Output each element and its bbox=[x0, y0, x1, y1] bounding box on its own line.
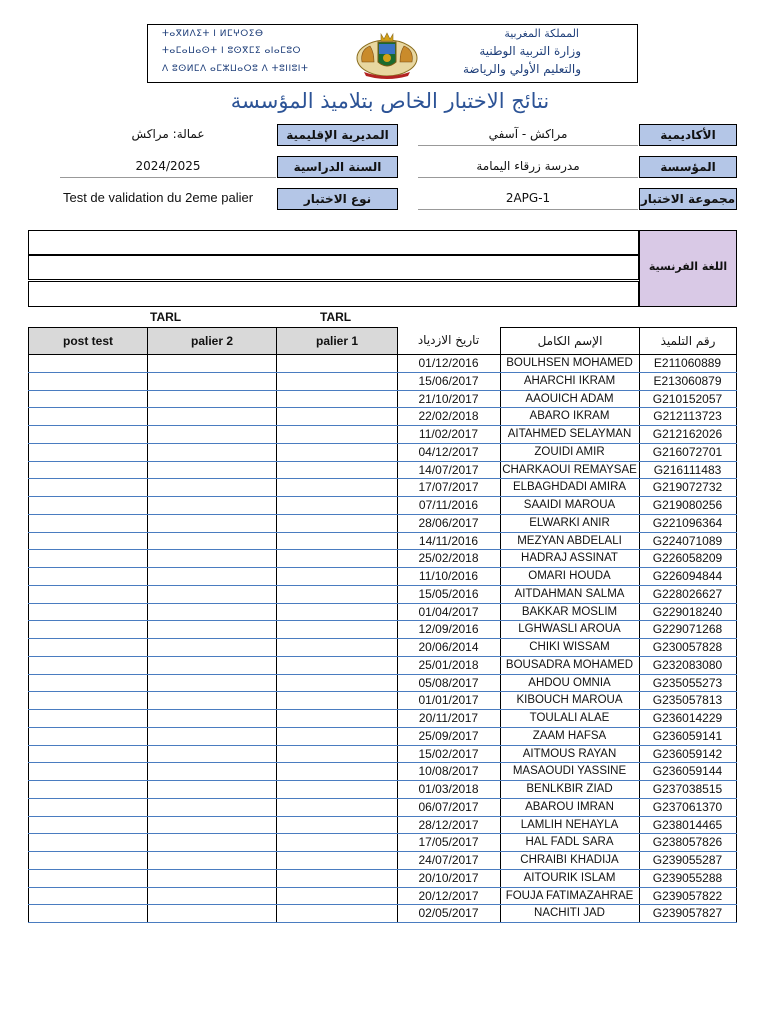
table-row bbox=[28, 834, 737, 852]
student-id-cell: G237061370 bbox=[639, 799, 737, 816]
table-row bbox=[28, 728, 737, 746]
tifinagh-line-2: ⵜⴰⵎⴰⵡⴰⵙⵜ ⵏ ⵓⵙⴳⵎⵉ ⴰⵏⴰⵎⵓⵔ bbox=[162, 46, 302, 56]
palier-1-cell[interactable] bbox=[276, 639, 398, 656]
palier-2-cell[interactable] bbox=[147, 888, 277, 905]
table-row bbox=[28, 639, 737, 657]
full-name-cell: MEZYAN ABDELALI bbox=[500, 533, 640, 550]
post-test-cell[interactable] bbox=[28, 586, 148, 603]
subject-label: اللغة الفرنسية bbox=[648, 260, 728, 273]
post-test-cell[interactable] bbox=[28, 515, 148, 532]
palier-2-cell[interactable] bbox=[147, 462, 277, 479]
student-id-cell: G235055273 bbox=[639, 675, 737, 692]
table-row bbox=[28, 586, 737, 604]
birth-date-cell: 15/02/2017 bbox=[397, 746, 501, 763]
table-row bbox=[28, 426, 737, 444]
ministry-name: وزارة التربية الوطنية bbox=[479, 44, 581, 58]
directorate-label: المديرية الإقليمية bbox=[277, 124, 398, 146]
birth-date-cell: 04/12/2017 bbox=[397, 444, 501, 461]
palier-1-cell[interactable] bbox=[276, 799, 398, 816]
full-name-cell: CHARKAOUI REMAYSAE bbox=[500, 462, 640, 479]
full-name-cell: HAL FADL SARA bbox=[500, 834, 640, 851]
full-name-cell: ZAAM HAFSA bbox=[500, 728, 640, 745]
col-header-full-name: الإسم الكامل bbox=[500, 327, 640, 355]
full-name-cell: ABAROU IMRAN bbox=[500, 799, 640, 816]
palier-2-cell[interactable] bbox=[147, 426, 277, 443]
post-test-cell[interactable] bbox=[28, 355, 148, 372]
palier-2-cell[interactable] bbox=[147, 870, 277, 887]
palier-1-cell[interactable] bbox=[276, 355, 398, 372]
birth-date-cell: 15/06/2017 bbox=[397, 373, 501, 390]
post-test-cell[interactable] bbox=[28, 497, 148, 514]
full-name-cell: AAOUICH ADAM bbox=[500, 391, 640, 408]
palier-2-cell[interactable] bbox=[147, 799, 277, 816]
table-row bbox=[28, 888, 737, 906]
full-name-cell: LGHWASLI AROUA bbox=[500, 621, 640, 638]
full-name-cell: LAMLIH NEHAYLA bbox=[500, 817, 640, 834]
post-test-cell[interactable] bbox=[28, 710, 148, 727]
table-row bbox=[28, 497, 737, 515]
post-test-cell[interactable] bbox=[28, 817, 148, 834]
table-row bbox=[28, 657, 737, 675]
palier-1-cell[interactable] bbox=[276, 834, 398, 851]
post-test-cell[interactable] bbox=[28, 391, 148, 408]
tarl-label-1: TARL bbox=[150, 310, 182, 324]
palier-2-cell[interactable] bbox=[147, 852, 277, 869]
full-name-cell: BAKKAR MOSLIM bbox=[500, 604, 640, 621]
tarl-label-2: TARL bbox=[320, 310, 352, 324]
student-id-cell: G216111483 bbox=[639, 462, 737, 479]
post-test-cell[interactable] bbox=[28, 462, 148, 479]
student-id-cell: E213060879 bbox=[639, 373, 737, 390]
palier-2-cell[interactable] bbox=[147, 355, 277, 372]
palier-1-cell[interactable] bbox=[276, 675, 398, 692]
ministry-name-line-2: والتعليم الأولي والرياضة bbox=[462, 62, 581, 76]
birth-date-cell: 21/10/2017 bbox=[397, 391, 501, 408]
post-test-cell[interactable] bbox=[28, 905, 148, 922]
post-test-cell[interactable] bbox=[28, 799, 148, 816]
full-name-cell: BOULHSEN MOHAMED bbox=[500, 355, 640, 372]
table-row bbox=[28, 799, 737, 817]
palier-1-cell[interactable] bbox=[276, 692, 398, 709]
post-test-cell[interactable] bbox=[28, 408, 148, 425]
student-id-cell: G216072701 bbox=[639, 444, 737, 461]
birth-date-cell: 20/11/2017 bbox=[397, 710, 501, 727]
student-id-cell: G236059144 bbox=[639, 763, 737, 780]
school-underline bbox=[418, 177, 638, 178]
subject-grid bbox=[28, 230, 737, 307]
school-label: المؤسسة bbox=[639, 156, 737, 178]
full-name-cell: AITMOUS RAYAN bbox=[500, 746, 640, 763]
birth-date-cell: 25/02/2018 bbox=[397, 550, 501, 567]
palier-1-cell[interactable] bbox=[276, 852, 398, 869]
palier-2-cell[interactable] bbox=[147, 692, 277, 709]
student-id-cell: G212162026 bbox=[639, 426, 737, 443]
palier-1-cell[interactable] bbox=[276, 905, 398, 922]
full-name-cell: ELWARKI ANIR bbox=[500, 515, 640, 532]
col-header-palier-1: palier 1 bbox=[276, 327, 398, 355]
test-group-underline bbox=[418, 209, 638, 210]
birth-date-cell: 14/07/2017 bbox=[397, 462, 501, 479]
student-id-cell: G226094844 bbox=[639, 568, 737, 585]
palier-1-cell[interactable] bbox=[276, 408, 398, 425]
palier-1-cell[interactable] bbox=[276, 497, 398, 514]
full-name-cell: CHRAIBI KHADIJA bbox=[500, 852, 640, 869]
post-test-cell[interactable] bbox=[28, 426, 148, 443]
palier-2-cell[interactable] bbox=[147, 497, 277, 514]
palier-1-cell[interactable] bbox=[276, 426, 398, 443]
palier-2-cell[interactable] bbox=[147, 586, 277, 603]
birth-date-cell: 10/08/2017 bbox=[397, 763, 501, 780]
palier-1-cell[interactable] bbox=[276, 746, 398, 763]
birth-date-cell: 07/11/2016 bbox=[397, 497, 501, 514]
post-test-cell[interactable] bbox=[28, 728, 148, 745]
palier-2-cell[interactable] bbox=[147, 834, 277, 851]
full-name-cell: ZOUIDI AMIR bbox=[500, 444, 640, 461]
palier-1-cell[interactable] bbox=[276, 462, 398, 479]
subject-row-1 bbox=[28, 230, 639, 255]
table-row bbox=[28, 604, 737, 622]
table-row bbox=[28, 870, 737, 888]
table-row bbox=[28, 550, 737, 568]
col-header-birth-date: تاريخ الازدياد bbox=[397, 327, 501, 355]
year-underline bbox=[60, 177, 276, 178]
student-id-cell: G237038515 bbox=[639, 781, 737, 798]
palier-1-cell[interactable] bbox=[276, 657, 398, 674]
palier-2-cell[interactable] bbox=[147, 533, 277, 550]
birth-date-cell: 28/06/2017 bbox=[397, 515, 501, 532]
birth-date-cell: 05/08/2017 bbox=[397, 675, 501, 692]
year-label: السنة الدراسية bbox=[277, 156, 398, 178]
birth-date-cell: 24/07/2017 bbox=[397, 852, 501, 869]
table-row bbox=[28, 621, 737, 639]
birth-date-cell: 22/02/2018 bbox=[397, 408, 501, 425]
palier-2-cell[interactable] bbox=[147, 479, 277, 496]
palier-2-cell[interactable] bbox=[147, 373, 277, 390]
col-header-student-id: رقم التلميذ bbox=[639, 327, 737, 355]
table-row bbox=[28, 692, 737, 710]
palier-1-cell[interactable] bbox=[276, 550, 398, 567]
palier-2-cell[interactable] bbox=[147, 515, 277, 532]
student-id-cell: G229018240 bbox=[639, 604, 737, 621]
palier-2-cell[interactable] bbox=[147, 905, 277, 922]
palier-2-cell[interactable] bbox=[147, 391, 277, 408]
table-row bbox=[28, 746, 737, 764]
student-id-cell: G210152057 bbox=[639, 391, 737, 408]
post-test-cell[interactable] bbox=[28, 657, 148, 674]
post-test-cell[interactable] bbox=[28, 763, 148, 780]
birth-date-cell: 20/10/2017 bbox=[397, 870, 501, 887]
test-type-value: Test de validation du 2eme palier bbox=[62, 190, 254, 205]
test-group-label: مجموعة الاختبار bbox=[639, 188, 737, 210]
student-id-cell: G239055287 bbox=[639, 852, 737, 869]
tifinagh-line-3: ⴷ ⵓⵙⵍⵎⴷ ⴰⵎⵣⵡⴰⵔⵓ ⴷ ⵜⵓⵏⵏⵓⵏⵜ bbox=[162, 64, 309, 74]
col-header-post-test: post test bbox=[28, 327, 148, 355]
full-name-cell: KIBOUCH MAROUA bbox=[500, 692, 640, 709]
table-row bbox=[28, 462, 737, 480]
student-id-cell: G232083080 bbox=[639, 657, 737, 674]
palier-2-cell[interactable] bbox=[147, 728, 277, 745]
palier-2-cell[interactable] bbox=[147, 604, 277, 621]
palier-2-cell[interactable] bbox=[147, 763, 277, 780]
birth-date-cell: 02/05/2017 bbox=[397, 905, 501, 922]
birth-date-cell: 17/05/2017 bbox=[397, 834, 501, 851]
page-title: نتائج الاختبار الخاص بتلاميذ المؤسسة bbox=[230, 89, 550, 113]
table-row bbox=[28, 515, 737, 533]
student-id-cell: G238057826 bbox=[639, 834, 737, 851]
full-name-cell: BENLKBIR ZIAD bbox=[500, 781, 640, 798]
kingdom-name: المملكة المغربية bbox=[504, 27, 579, 40]
palier-1-cell[interactable] bbox=[276, 710, 398, 727]
student-id-cell: G239055288 bbox=[639, 870, 737, 887]
palier-2-cell[interactable] bbox=[147, 657, 277, 674]
student-id-cell: G230057828 bbox=[639, 639, 737, 656]
year-value: 2024/2025 bbox=[135, 159, 201, 173]
full-name-cell: BOUSADRA MOHAMED bbox=[500, 657, 640, 674]
post-test-cell[interactable] bbox=[28, 888, 148, 905]
birth-date-cell: 25/09/2017 bbox=[397, 728, 501, 745]
palier-2-cell[interactable] bbox=[147, 408, 277, 425]
students-table bbox=[28, 355, 737, 923]
post-test-cell[interactable] bbox=[28, 692, 148, 709]
student-id-cell: G239057822 bbox=[639, 888, 737, 905]
palier-2-cell[interactable] bbox=[147, 444, 277, 461]
table-row bbox=[28, 373, 737, 391]
full-name-cell: MASAOUDI YASSINE bbox=[500, 763, 640, 780]
student-id-cell: G236014229 bbox=[639, 710, 737, 727]
palier-2-cell[interactable] bbox=[147, 639, 277, 656]
table-row bbox=[28, 408, 737, 426]
palier-1-cell[interactable] bbox=[276, 515, 398, 532]
post-test-cell[interactable] bbox=[28, 479, 148, 496]
post-test-cell[interactable] bbox=[28, 568, 148, 585]
birth-date-cell: 06/07/2017 bbox=[397, 799, 501, 816]
palier-1-cell[interactable] bbox=[276, 604, 398, 621]
student-id-cell: G235057813 bbox=[639, 692, 737, 709]
student-id-cell: G212113723 bbox=[639, 408, 737, 425]
palier-2-cell[interactable] bbox=[147, 568, 277, 585]
full-name-cell: CHIKI WISSAM bbox=[500, 639, 640, 656]
student-id-cell: G224071089 bbox=[639, 533, 737, 550]
palier-1-cell[interactable] bbox=[276, 621, 398, 638]
palier-2-cell[interactable] bbox=[147, 746, 277, 763]
palier-1-cell[interactable] bbox=[276, 781, 398, 798]
school-value: مدرسة زرقاء اليمامة bbox=[476, 159, 580, 173]
student-id-cell: E211060889 bbox=[639, 355, 737, 372]
birth-date-cell: 20/06/2014 bbox=[397, 639, 501, 656]
post-test-cell[interactable] bbox=[28, 444, 148, 461]
post-test-cell[interactable] bbox=[28, 852, 148, 869]
post-test-cell[interactable] bbox=[28, 550, 148, 567]
moroccan-coat-of-arms-icon bbox=[354, 28, 420, 80]
birth-date-cell: 28/12/2017 bbox=[397, 817, 501, 834]
birth-date-cell: 01/04/2017 bbox=[397, 604, 501, 621]
test-group-value: 2APG-1 bbox=[505, 191, 551, 205]
full-name-cell: AITDAHMAN SALMA bbox=[500, 586, 640, 603]
subject-label-cell bbox=[639, 230, 737, 307]
table-row bbox=[28, 817, 737, 835]
palier-1-cell[interactable] bbox=[276, 391, 398, 408]
table-row bbox=[28, 533, 737, 551]
birth-date-cell: 11/02/2017 bbox=[397, 426, 501, 443]
full-name-cell: ELBAGHDADI AMIRA bbox=[500, 479, 640, 496]
table-row bbox=[28, 391, 737, 409]
palier-1-cell[interactable] bbox=[276, 568, 398, 585]
birth-date-cell: 01/12/2016 bbox=[397, 355, 501, 372]
test-type-label: نوع الاختبار bbox=[277, 188, 398, 210]
birth-date-cell: 15/05/2016 bbox=[397, 586, 501, 603]
full-name-cell: FOUJA FATIMAZAHRAE bbox=[500, 888, 640, 905]
ministry-header bbox=[147, 24, 638, 83]
palier-2-cell[interactable] bbox=[147, 550, 277, 567]
full-name-cell: AHARCHI IKRAM bbox=[500, 373, 640, 390]
palier-1-cell[interactable] bbox=[276, 817, 398, 834]
palier-1-cell[interactable] bbox=[276, 479, 398, 496]
subject-row-3 bbox=[28, 281, 639, 307]
student-id-cell: G228026627 bbox=[639, 586, 737, 603]
table-row bbox=[28, 444, 737, 462]
post-test-cell[interactable] bbox=[28, 604, 148, 621]
student-id-cell: G219072732 bbox=[639, 479, 737, 496]
student-id-cell: G219080256 bbox=[639, 497, 737, 514]
table-row bbox=[28, 675, 737, 693]
post-test-cell[interactable] bbox=[28, 870, 148, 887]
full-name-cell: TOULALI ALAE bbox=[500, 710, 640, 727]
full-name-cell: NACHITI JAD bbox=[500, 905, 640, 922]
academy-label: الأكاديمية bbox=[639, 124, 737, 146]
table-row bbox=[28, 479, 737, 497]
table-row bbox=[28, 852, 737, 870]
student-id-cell: G221096364 bbox=[639, 515, 737, 532]
post-test-cell[interactable] bbox=[28, 746, 148, 763]
academy-value: مراكش - آسفي bbox=[488, 127, 568, 141]
table-row bbox=[28, 781, 737, 799]
birth-date-cell: 20/12/2017 bbox=[397, 888, 501, 905]
student-id-cell: G238014465 bbox=[639, 817, 737, 834]
student-id-cell: G239057827 bbox=[639, 905, 737, 922]
post-test-cell[interactable] bbox=[28, 621, 148, 638]
birth-date-cell: 01/01/2017 bbox=[397, 692, 501, 709]
full-name-cell: HADRAJ ASSINAT bbox=[500, 550, 640, 567]
col-header-palier-2: palier 2 bbox=[147, 327, 277, 355]
table-row bbox=[28, 905, 737, 923]
table-row bbox=[28, 763, 737, 781]
academy-underline bbox=[418, 145, 638, 146]
palier-2-cell[interactable] bbox=[147, 675, 277, 692]
full-name-cell: AITAHMED SELAYMAN bbox=[500, 426, 640, 443]
palier-2-cell[interactable] bbox=[147, 710, 277, 727]
birth-date-cell: 12/09/2016 bbox=[397, 621, 501, 638]
post-test-cell[interactable] bbox=[28, 533, 148, 550]
post-test-cell[interactable] bbox=[28, 834, 148, 851]
full-name-cell: ABARO IKRAM bbox=[500, 408, 640, 425]
tifinagh-line-1: ⵜⴰⴳⵍⴷⵉⵜ ⵏ ⵍⵎⵖⵔⵉⴱ bbox=[162, 29, 264, 39]
full-name-cell: SAAIDI MAROUA bbox=[500, 497, 640, 514]
palier-2-cell[interactable] bbox=[147, 781, 277, 798]
palier-1-cell[interactable] bbox=[276, 444, 398, 461]
birth-date-cell: 25/01/2018 bbox=[397, 657, 501, 674]
student-id-cell: G229071268 bbox=[639, 621, 737, 638]
palier-1-cell[interactable] bbox=[276, 888, 398, 905]
birth-date-cell: 01/03/2018 bbox=[397, 781, 501, 798]
birth-date-cell: 17/07/2017 bbox=[397, 479, 501, 496]
palier-1-cell[interactable] bbox=[276, 373, 398, 390]
birth-date-cell: 14/11/2016 bbox=[397, 533, 501, 550]
post-test-cell[interactable] bbox=[28, 373, 148, 390]
palier-2-cell[interactable] bbox=[147, 621, 277, 638]
table-row bbox=[28, 568, 737, 586]
student-id-cell: G226058209 bbox=[639, 550, 737, 567]
student-id-cell: G236059142 bbox=[639, 746, 737, 763]
table-row bbox=[28, 710, 737, 728]
full-name-cell: AITOURIK ISLAM bbox=[500, 870, 640, 887]
post-test-cell[interactable] bbox=[28, 675, 148, 692]
post-test-cell[interactable] bbox=[28, 781, 148, 798]
student-id-cell: G236059141 bbox=[639, 728, 737, 745]
palier-1-cell[interactable] bbox=[276, 586, 398, 603]
palier-1-cell[interactable] bbox=[276, 728, 398, 745]
birth-date-cell: 11/10/2016 bbox=[397, 568, 501, 585]
post-test-cell[interactable] bbox=[28, 639, 148, 656]
subject-row-2 bbox=[28, 255, 639, 280]
palier-1-cell[interactable] bbox=[276, 533, 398, 550]
full-name-cell: OMARI HOUDA bbox=[500, 568, 640, 585]
palier-2-cell[interactable] bbox=[147, 817, 277, 834]
directorate-value: عمالة: مراكش bbox=[131, 127, 205, 141]
palier-1-cell[interactable] bbox=[276, 763, 398, 780]
palier-1-cell[interactable] bbox=[276, 870, 398, 887]
full-name-cell: AHDOU OMNIA bbox=[500, 675, 640, 692]
table-row bbox=[28, 355, 737, 373]
